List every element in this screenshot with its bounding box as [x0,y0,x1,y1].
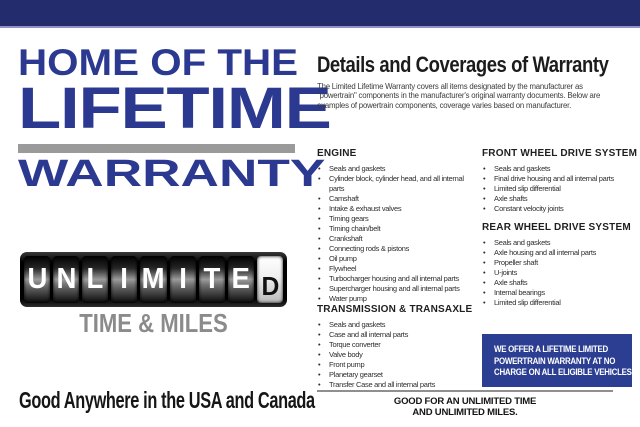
odometer-graphic [20,252,287,307]
coverage-item: • Supercharger housing and all internal parts [317,284,479,294]
coverage-item: • Case and all internal parts [317,330,489,340]
odometer-wheel: N [53,256,79,303]
offer-banner [482,334,632,387]
front-wheel-drive-list [482,164,640,214]
odometer-wheel: M [140,256,166,303]
transmission-section [317,304,489,390]
details-intro-paragraph: The Limited Lifetime Warranty covers all items designated by the manufacturer as "powertrain" components in the manufacturer's original warranty documents. Below are examples of powertrain components, coverage varies based on manufacturer. [317,82,601,110]
coverage-item: • Planetary gearset [317,370,489,380]
coverage-item: • Turbocharger housing and all internal parts [317,274,479,284]
coverage-item: • Seals and gaskets [482,164,640,174]
coverage-item: • Internal bearings [482,288,640,298]
front-wheel-drive-section [482,148,640,214]
coverage-item: • Timing gears [317,214,479,224]
offer-line-2: POWERTRAIN WARRANTY AT NO [494,355,616,366]
engine-section [317,148,479,304]
coverage-item: • Timing chain/belt [317,224,479,234]
coverage-item: • Front pump [317,360,489,370]
coverage-item: • Camshaft [317,194,479,204]
coverage-item: • Oil pump [317,254,479,264]
engine-heading: ENGINE [317,148,357,159]
coverage-item: • Seals and gaskets [317,320,489,330]
coverage-item: • Cylinder block, cylinder head, and all internal parts [317,174,479,194]
coverage-item: • Seals and gaskets [317,164,479,174]
headline-block [18,42,331,141]
gray-divider-bar [18,144,295,153]
coverage-item: • Limited slip differential [482,184,640,194]
odometer-wheel: I [111,256,137,303]
coverage-item: • Crankshaft [317,234,479,244]
coverage-item: • Connecting rods & pistons [317,244,479,254]
coverage-item: • Constant velocity joints [482,204,640,214]
front-wheel-drive-heading: FRONT WHEEL DRIVE SYSTEM [482,148,638,159]
footer-line-2: AND UNLIMITED MILES. [412,407,518,418]
coverage-item: • Seals and gaskets [482,238,640,248]
time-and-miles-caption: TIME & MILES [79,308,228,338]
warranty-text: WARRANTY [18,153,326,195]
odometer-wheel: L [82,256,108,303]
engine-list [317,164,479,304]
rear-wheel-drive-section [482,222,640,308]
coverage-item: • Final drive housing and all internal parts [482,174,640,184]
coverage-item: • Valve body [317,350,489,360]
coverage-item: • Flywheel [317,264,479,274]
rear-wheel-drive-heading: REAR WHEEL DRIVE SYSTEM [482,222,631,233]
odometer-wheel: E [228,256,254,303]
offer-line-3: CHARGE ON ALL ELIGIBLE VEHICLES. [494,367,634,377]
home-of-the-text: HOME OF THE [18,42,299,83]
coverage-item: • Limited slip differential [482,298,640,308]
coverage-item: • Propeller shaft [482,258,640,268]
coverage-item: • Axle shafts [482,278,640,288]
odometer-wheel-rolling: D [257,256,283,303]
footer-statement [317,396,613,418]
rear-wheel-drive-list [482,238,640,308]
coverage-item: • Axle housing and all internal parts [482,248,640,258]
coverage-item: • Axle shafts [482,194,640,204]
lifetime-text: LIFETIME [18,76,331,141]
transmission-heading: TRANSMISSION & TRANSAXLE [317,304,473,315]
coverage-item: • Water pump [317,294,479,304]
offer-line-1: WE OFFER A LIFETIME LIMITED [494,344,608,354]
details-title: Details and Coverages of Warranty [317,52,609,77]
odometer-wheel: T [199,256,225,303]
footer-divider-line [317,390,613,392]
odometer-wheel: I [170,256,196,303]
footer-line-1: GOOD FOR AN UNLIMITED TIME [393,396,537,407]
coverage-item: • U-joints [482,268,640,278]
top-navy-bar [0,0,640,28]
usa-canada-tagline: Good Anywhere in the USA and Canada [19,387,315,413]
coverage-item: • Torque converter [317,340,489,350]
transmission-list [317,320,489,390]
coverage-item: • Transfer Case and all internal parts [317,380,489,390]
odometer-wheel: U [24,256,50,303]
coverage-item: • Intake & exhaust valves [317,204,479,214]
